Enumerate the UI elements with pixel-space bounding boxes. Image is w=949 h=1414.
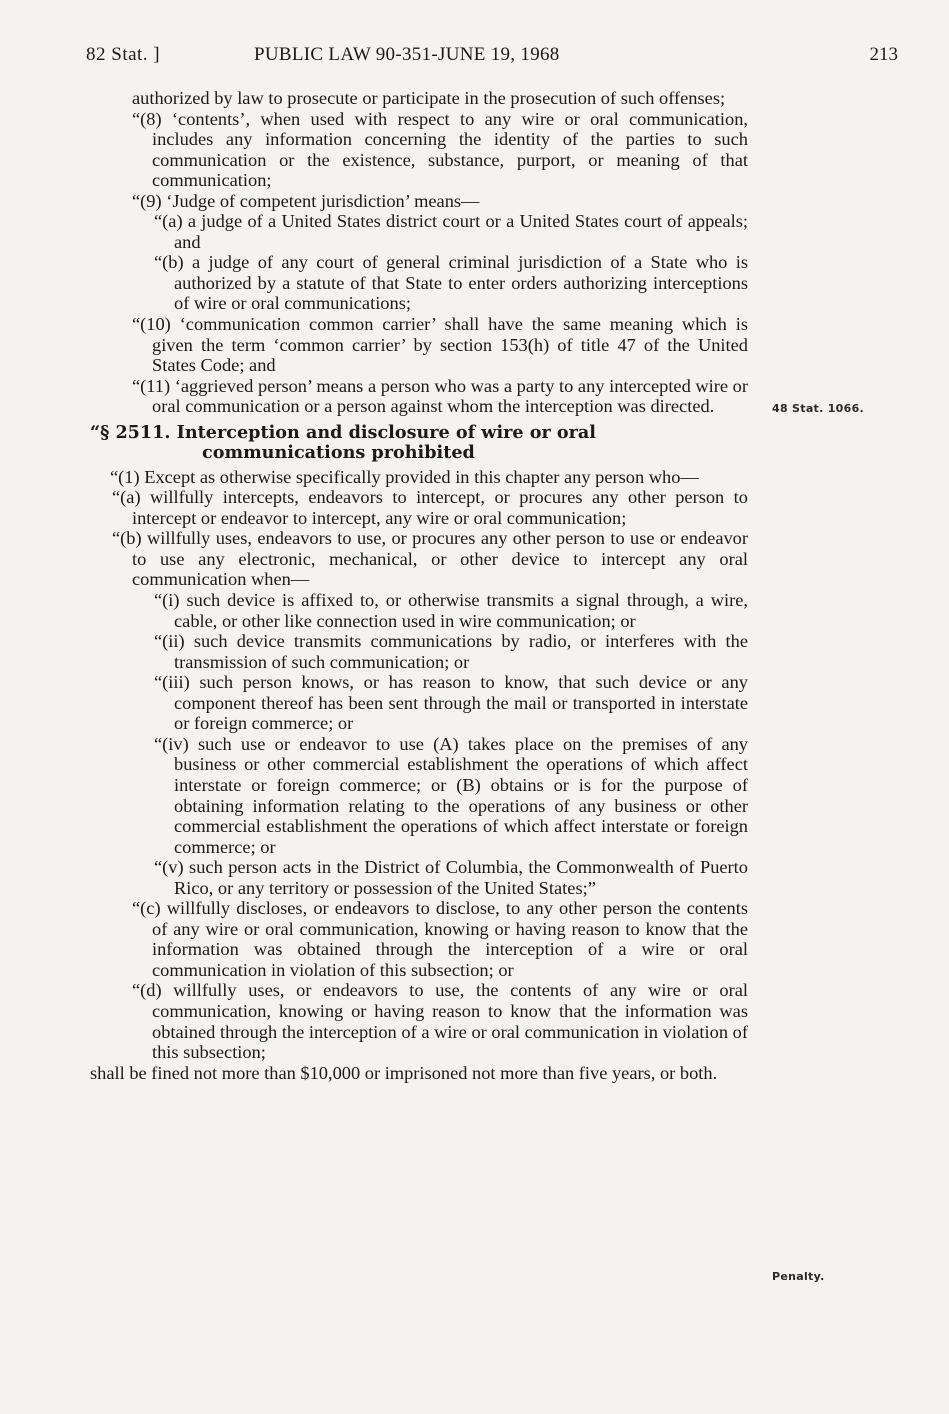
subparagraph-9b: “(b) a judge of any court of general criminal jurisdiction of a State who is authorized by a statute of that State to enter orders authorizing interceptions of wire or oral communications; [154,252,748,314]
paragraph-10-common-carrier: “(10) ‘communication common carrier’ shall have the same meaning which is given the term ‘common carrier’ by section 153(h) of title 47 of the United States Code; and [132,314,748,376]
subparagraph-9a: “(a) a judge of a United States district court or a United States court of appeals; and [154,211,748,252]
margin-note-stat-ref: 48 Stat. 1066. [772,402,865,415]
paragraph-8-contents: “(8) ‘contents’, when used with respect to any wire or oral communication, includes any information concerning the identity of the parties to such communication or the existence, substance, purport, or meaning of that communication; [132,108,748,191]
clause-1a: “(a) willfully intercepts, endeavors to intercept, or procures any other person to intercept or endeavor to intercept, any wire or oral communication; [112,487,748,528]
clause-1b-iii: “(iii) such person knows, or has reason to know, that such device or any component thereof has been sent through the mail or transported in interstate or foreign commerce; or [154,672,748,734]
public-law-title: PUBLIC LAW 90-351-JUNE 19, 1968 [254,44,560,65]
clause-1b: “(b) willfully uses, endeavors to use, or procures any other person to use or endeavor to use any electronic, mechanical, or other device to intercept any oral communication when— [112,528,748,590]
margin-note-penalty: Penalty. [772,1270,825,1283]
subsection-1-intro: “(1) Except as otherwise specifically provided in this chapter any person who— [110,466,699,487]
clause-1c: “(c) willfully discloses, or endeavors to disclose, to any other person the contents of any wire or oral communication, knowing or having reason to know that the information was obtained through the interception of a wire or oral communication in violation of this subsection; or [132,898,748,980]
clause-1b-i: “(i) such device is affixed to, or otherwise transmits a signal through, a wire, cable, or other like connection used in wire communication; or [154,590,748,631]
page-header [86,44,898,74]
clause-1b-iv: “(iv) such use or endeavor to use (A) takes place on the premises of any business or other commercial establishment the operations of which affect interstate or foreign commerce; or (B) obtains or is for the purpose of obtaining information relating to the operations of any business or other commercial establishment the operations of which affect interstate or foreign commerce; or [154,733,748,857]
clause-1b-v: “(v) such person acts in the District of Columbia, the Commonwealth of Puerto Rico, or any territory or possession of the United States;” [154,857,748,898]
penalty-clause: shall be fined not more than $10,000 or imprisoned not more than five years, or both. [90,1062,718,1083]
paragraph-continued: authorized by law to prosecute or participate in the prosecution of such offenses; [132,88,726,108]
statute-text [90,88,748,1083]
page-number: 213 [869,44,898,65]
paragraph-11-aggrieved-person: “(11) ‘aggrieved person’ means a person who was a party to any intercepted wire or oral communication or a person against whom the interception was directed. [132,375,748,417]
paragraph-9-judge: “(9) ‘Judge of competent jurisdiction’ means— [132,190,480,211]
section-2511-heading: “§ 2511. Interception and disclosure of wire or oral communications prohibited [90,421,596,464]
statute-volume: 82 Stat. ] [86,44,161,65]
clause-1d: “(d) willfully uses, or endeavors to use, the contents of any wire or oral communication, knowing or having reason to know that the information was obtained through the interception of a wire or oral communication in violation of this subsection; [132,980,748,1063]
clause-1b-ii: “(ii) such device transmits communications by radio, or interferes with the transmission of such communication; or [154,631,748,672]
